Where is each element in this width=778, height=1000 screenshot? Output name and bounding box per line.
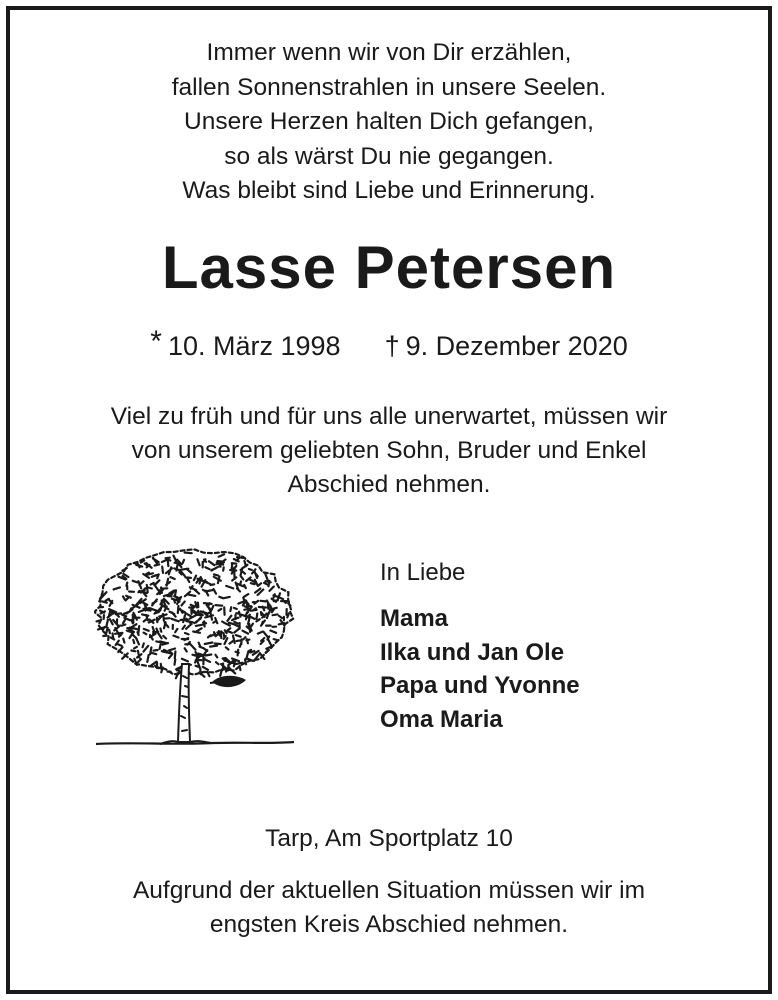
message-line: von unserem geliebten Sohn, Bruder und Enkel [131,437,647,464]
message-line: Abschied nehmen. [287,471,491,498]
family-member: Papa und Yvonne [380,672,580,699]
poem-line: so als wärst Du nie gegangen. [224,142,554,170]
family-intro: In Liebe [380,559,466,586]
poem-line: fallen Sonnenstrahlen in unsere Seelen. [171,73,607,101]
birth-date: 10. März 1998 [167,331,341,361]
poem-line: Was bleibt sind Liebe und Erinnerung. [182,177,596,204]
notice-line: engsten Kreis Abschied nehmen. [209,911,569,938]
poem-line: Unsere Herzen halten Dich gefangen, [184,108,594,135]
family-member: Oma Maria [380,705,503,733]
birth-symbol: * [150,325,162,358]
notice-line: Aufgrund der aktuellen Situation müssen wir im [132,877,646,904]
death-symbol: † [384,331,400,361]
death-date: 9. Dezember 2020 [405,331,628,361]
family-member: Mama [380,605,449,632]
poem-line: Immer wenn wir von Dir erzählen, [206,39,572,66]
tree-icon [94,546,300,752]
family-member: Ilka und Jan Ole [380,638,565,666]
family-signature [380,556,580,736]
message-line: Viel zu früh und für uns alle unerwartet, müssen wir [110,403,668,430]
deceased-name: Lasse Petersen [161,234,617,301]
memorial-poem [0,36,778,209]
life-dates [0,326,778,366]
funeral-notice [0,874,778,942]
farewell-message [0,400,778,502]
address: Tarp, Am Sportplatz 10 [265,825,513,852]
